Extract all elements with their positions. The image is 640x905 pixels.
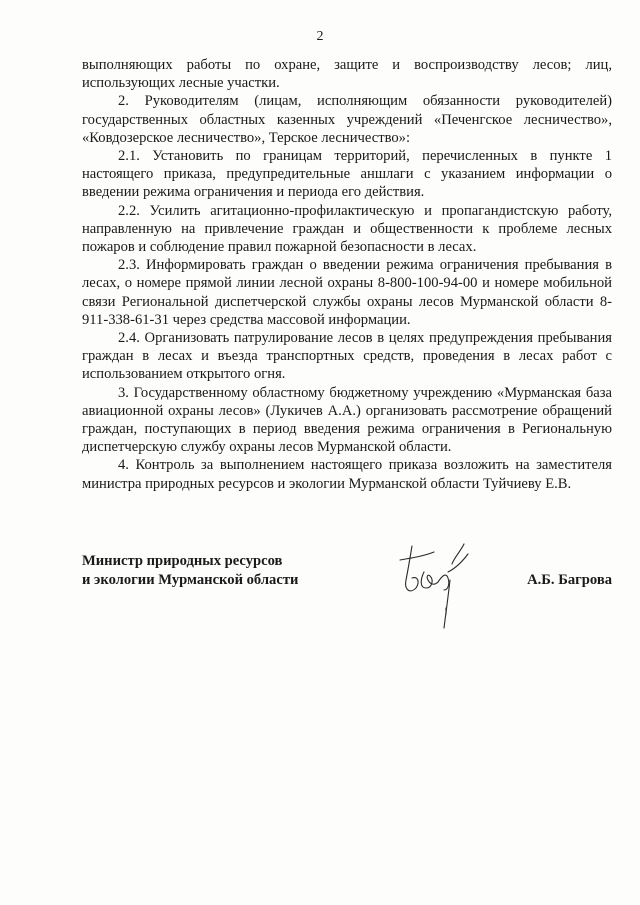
signature-block <box>82 548 612 638</box>
paragraph-item-2-2: 2.2. Усилить агитационно-профилактическую и пропагандистскую работу, направленную на привлечение граждан и общественности к проблеме лесных пожаров и соблюдение правил пожарной безопасности в лесах. <box>82 202 612 256</box>
signer-title-line-2: и экологии Мурманской области <box>82 571 299 588</box>
paragraph-item-2-3: 2.3. Информировать граждан о введении режима ограничения пребывания в лесах, о номере прямой линии лесной охраны 8-800-100-94-00 и номере мобильной связи Региональной диспетчерской службы охраны лесов Мурманской области 8-911-338-61-31 через средства массовой информации. <box>82 257 612 328</box>
signer-title <box>82 552 298 589</box>
document-body <box>82 56 612 493</box>
paragraph-item-3: 3. Государственному областному бюджетному учреждению «Мурманская база авиационной охраны лесов» (Лукичев А.А.) организовать рассмотрение обращений граждан, поступающих в период введения режима ограничения в Региональную диспетчерскую службу охраны лесов Мурманской области. <box>82 384 612 456</box>
paragraph-item-2-1: 2.1. Установить по границам территорий, перечисленных в пункте 1 настоящего приказа, предупредительные аншлаги с указанием информации о введении режима ограничения и периода его действия. <box>82 148 612 201</box>
paragraph-item-2-4: 2.4. Организовать патрулирование лесов в целях предупреждения пребывания граждан в лесах и въезда транспортных средств, проведения в лесах работ с использованием открытого огня. <box>82 330 612 383</box>
paragraph-item-2: 2. Руководителям (лицам, исполняющим обязанности руководителей) государственных областных казенных учреждений «Печенгское лесничество», «Ковдозерское лесничество», Терское лесничество»: <box>82 93 612 146</box>
handwritten-signature <box>390 532 485 642</box>
page-number: 2 <box>316 29 324 44</box>
signer-name: А.Б. Багрова <box>527 572 612 588</box>
paragraph-item-4: 4. Контроль за выполнением настоящего приказа возложить на заместителя министра природных ресурсов и экологии Мурманской области Туйчиеву Е.В. <box>82 457 612 492</box>
paragraph-continuation: выполняющих работы по охране, защите и воспроизводству лесов; лиц, использующих лесные участки. <box>82 57 612 92</box>
signer-title-line-1: Министр природных ресурсов <box>82 553 283 569</box>
